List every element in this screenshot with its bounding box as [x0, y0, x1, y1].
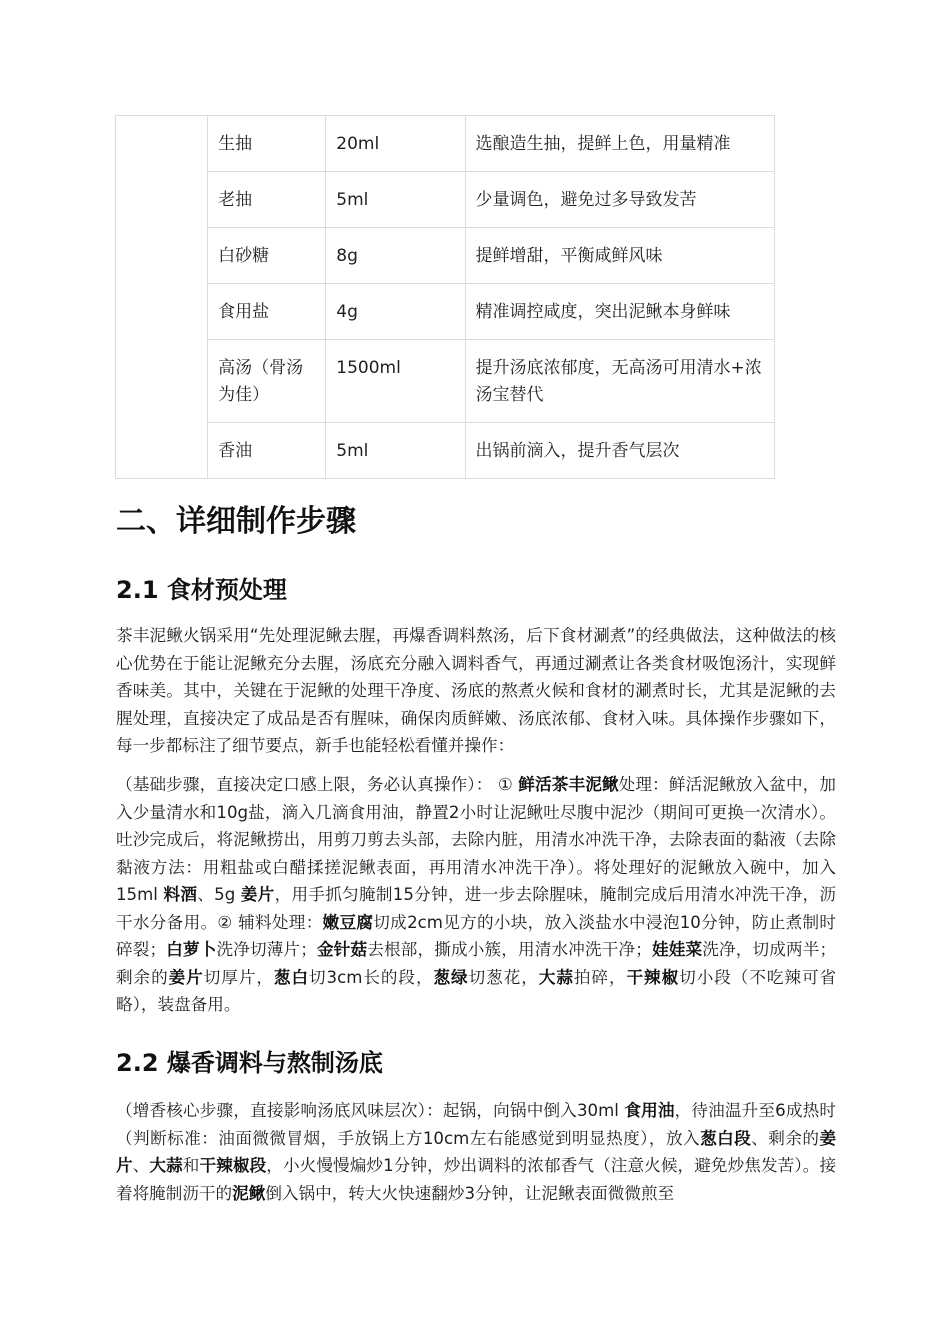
subsection-heading-preprocessing: 2.1 食材预处理 — [116, 576, 287, 604]
step-text: （基础步骤，直接决定口感上限，务必认真操作）： ① — [116, 775, 519, 794]
step-text: 切葱花， — [468, 967, 539, 987]
ingredient-highlight: 嫩豆腐 — [322, 912, 374, 932]
ingredient-amount: 5ml — [326, 423, 465, 479]
ingredient-name: 高汤（骨汤为佳） — [208, 340, 326, 423]
step-text: 和 — [182, 1156, 200, 1175]
step-text: 切成2cm见方的小块，放入淡盐水中浸泡10分钟，防止煮制时碎裂； — [116, 912, 836, 959]
table-row — [116, 172, 775, 228]
ingredients-table — [115, 115, 775, 479]
ingredient-highlight: 葱白 — [273, 967, 309, 987]
step-text: 、剩余的 — [751, 1128, 820, 1148]
table-row — [116, 284, 775, 340]
step-text: 切3cm长的段， — [309, 967, 434, 987]
ingredient-highlight: 大蒜 — [149, 1156, 183, 1175]
ingredient-highlight: 食用油 — [624, 1101, 675, 1120]
ingredient-name: 老抽 — [208, 172, 326, 228]
step-text: 倒入锅中，转大火快速翻炒3分钟，让泥鳅表面微微煎至 — [265, 1183, 675, 1203]
ingredient-highlight: 干辣椒段 — [199, 1156, 267, 1175]
ingredient-name: 白砂糖 — [208, 228, 326, 284]
broth-steps-paragraph — [116, 1097, 836, 1207]
ingredient-note: 提升汤底浓郁度，无高汤可用清水+浓汤宝替代 — [465, 340, 775, 423]
ingredient-note: 提鲜增甜，平衡咸鲜风味 — [465, 228, 775, 284]
step-text: ，小火慢慢煸炒1分钟，炒出调料的浓郁香气（注意火候，避免炒焦发苦）。接着将腌制沥干的 — [116, 1156, 837, 1203]
step-text: 切厚片， — [203, 967, 274, 987]
ingredient-note: 选酿造生抽，提鲜上色，用量精准 — [465, 116, 775, 172]
step-text: ，待油温升至6成热时（判断标准：油面微微冒烟，手放锅上方10cm左右能感觉到明显热度），放入 — [116, 1101, 836, 1148]
ingredient-note: 精准调控咸度，突出泥鳅本身鲜味 — [465, 284, 775, 340]
step-text: 拍碎， — [573, 967, 627, 987]
ingredient-name: 生抽 — [208, 116, 326, 172]
intro-paragraph: 茶丰泥鳅火锅采用“先处理泥鳅去腥，再爆香调料熬汤，后下食材涮煮”的经典做法，这种做法的核心优势在于能让泥鳅充分去腥，汤底充分融入调料香气，再通过涮煮让各类食材吸饱汤汁，实现鲜香味美。其中，关键在于泥鳅的处理干净度、汤底的熬煮火候和食材的涮煮时长，尤其是泥鳅的去腥处理，直接决定了成品是否有腥味，确保肉质鲜嫩、汤底浓郁、食材入味。具体操作步骤如下，每一步都标注了细节要点，新手也能轻松看懂并操作： — [116, 626, 836, 755]
step-text: 处理：鲜活泥鳅放入盆中，加入少量清水和10g盐，滴入几滴食用油，静置2小时让泥鳅吐尽腹中泥沙（期间可更换一次清水）。吐沙完成后，将泥鳅捞出，用剪刀剪去头部，去除内脏，用清水冲洗干净，去除表面的黏液（去除黏液方法：用粗盐或白醋揉搓泥鳅表面，再用清水冲洗干净）。将处理好的泥鳅放入碗中，加入15ml — [116, 775, 837, 904]
ingredient-highlight: 金针菇 — [316, 940, 368, 959]
section-heading: 二、详细制作步骤 — [116, 504, 356, 539]
step-text: 洗净，切成两半；剩余的 — [116, 940, 837, 987]
ingredient-amount: 8g — [326, 228, 465, 284]
ingredient-highlight: 姜片 — [168, 967, 204, 987]
ingredient-highlight: 姜片 — [240, 885, 275, 904]
step-text: 、5g — [197, 885, 241, 904]
ingredient-name: 香油 — [208, 423, 326, 479]
ingredient-highlight: 娃娃菜 — [651, 940, 703, 959]
merged-category-cell — [116, 116, 208, 479]
ingredient-highlight: 大蒜 — [538, 967, 574, 987]
ingredient-highlight: 鲜活茶丰泥鳅 — [518, 775, 619, 794]
table-row — [116, 116, 775, 172]
preprocessing-steps-paragraph — [116, 771, 836, 1019]
ingredient-highlight: 白萝卜 — [166, 940, 217, 959]
table-row — [116, 340, 775, 423]
step-text: （增香核心步骤，直接影响汤底风味层次）：起锅，向锅中倒入30ml — [116, 1101, 625, 1120]
ingredient-amount: 4g — [326, 284, 465, 340]
ingredient-amount: 1500ml — [326, 340, 465, 423]
step-text: 切小段（不吃辣可省略），装盘备用。 — [116, 967, 837, 1014]
ingredient-amount: 20ml — [326, 116, 465, 172]
table-row — [116, 228, 775, 284]
ingredient-highlight: 泥鳅 — [232, 1183, 266, 1203]
step-text: ，用手抓匀腌制15分钟，进一步去除腥味，腌制完成后用清水冲洗干净，沥干水分备用。② 辅料处理： — [116, 885, 837, 932]
ingredient-name: 食用盐 — [208, 284, 326, 340]
step-text: 去根部，撕成小簇，用清水冲洗干净； — [367, 940, 652, 959]
ingredient-highlight: 姜片 — [116, 1128, 837, 1175]
table-row — [116, 423, 775, 479]
ingredient-amount: 5ml — [326, 172, 465, 228]
ingredient-highlight: 葱绿 — [433, 967, 469, 987]
ingredient-note: 少量调色，避免过多导致发苦 — [465, 172, 775, 228]
subsection-heading-broth: 2.2 爆香调料与熬制汤底 — [116, 1049, 383, 1077]
ingredient-highlight: 干辣椒 — [626, 967, 680, 987]
step-text: 洗净切薄片； — [216, 940, 317, 959]
ingredient-highlight: 料酒 — [163, 885, 198, 904]
step-text: 、 — [132, 1156, 150, 1175]
ingredient-note: 出锅前滴入，提升香气层次 — [465, 423, 775, 479]
ingredient-highlight: 葱白段 — [700, 1128, 752, 1148]
